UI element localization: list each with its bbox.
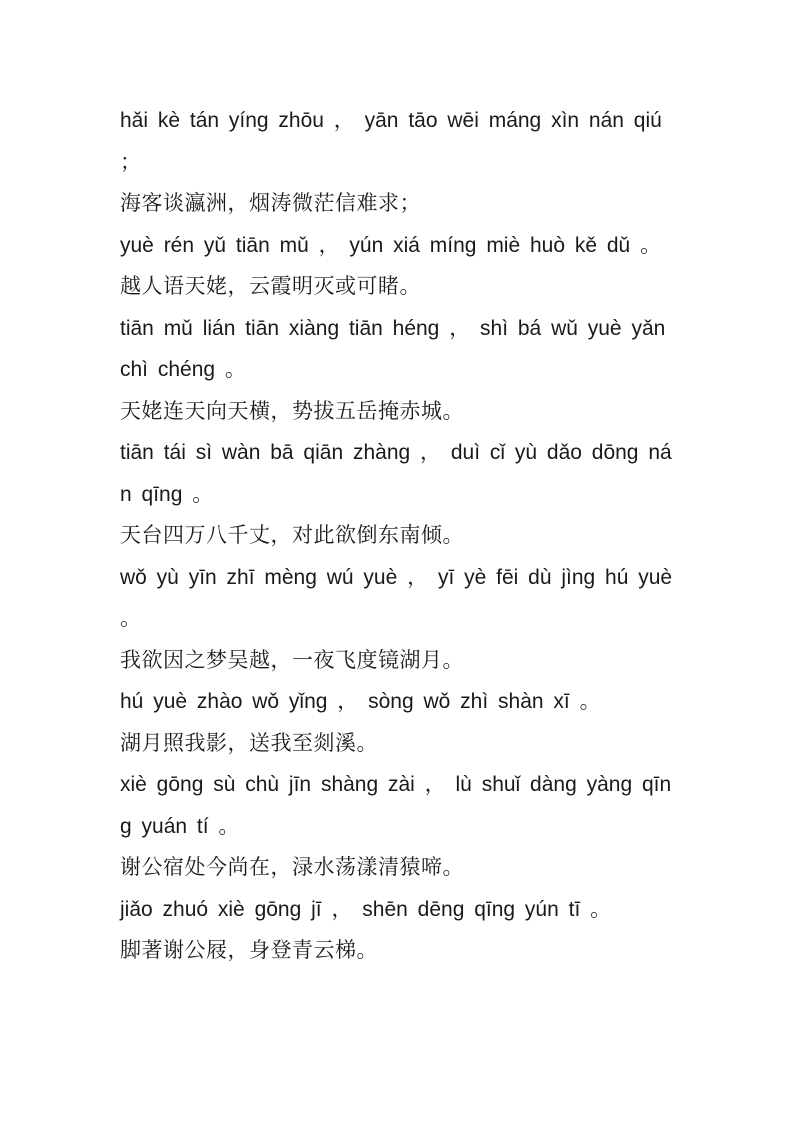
hanzi-line: 谢公宿处今尚在，渌水荡漾清猿啼。 bbox=[120, 855, 464, 879]
poem-body bbox=[120, 100, 680, 972]
poem-couplet-1 bbox=[120, 100, 680, 225]
hanzi-line: 我欲因之梦吴越，一夜飞度镜湖月。 bbox=[120, 647, 464, 672]
hanzi-line: 越人语天姥，云霞明灭或可睹。 bbox=[120, 274, 421, 298]
hanzi-line: 脚著谢公屐，身登青云梯。 bbox=[120, 938, 378, 962]
pinyin-line: hú yuè zhào wǒ yǐng ， sòng wǒ zhì shàn xī 。 bbox=[120, 690, 601, 713]
pinyin-line: tiān tái sì wàn bā qiān zhàng ， duì cǐ yù dǎo dōng nán qīng 。 bbox=[120, 441, 672, 506]
hanzi-line: 海客谈瀛洲，烟涛微茫信难求； bbox=[120, 191, 421, 215]
hanzi-line: 天台四万八千丈，对此欲倒东南倾。 bbox=[120, 523, 464, 547]
pinyin-line: jiǎo zhuó xiè gōng jī ， shēn dēng qīng yún tī 。 bbox=[120, 897, 612, 921]
poem-couplet-8 bbox=[120, 889, 680, 972]
pinyin-line: yuè rén yǔ tiān mǔ ， yún xiá míng miè huò kě dǔ 。 bbox=[120, 233, 662, 257]
poem-couplet-2 bbox=[120, 225, 680, 308]
pinyin-line: xiè gōng sù chù jīn shàng zài ， lù shuǐ dàng yàng qīng yuán tí 。 bbox=[120, 773, 672, 838]
pinyin-line: hǎi kè tán yíng zhōu ， yān tāo wēi máng xìn nán qiú ； bbox=[120, 109, 662, 174]
poem-couplet-5 bbox=[120, 557, 680, 682]
pinyin-line: wǒ yù yīn zhī mèng wú yuè ， yī yè fēi dù jìng hú yuè 。 bbox=[120, 565, 673, 630]
poem-couplet-7 bbox=[120, 764, 680, 889]
poem-couplet-3 bbox=[120, 308, 680, 433]
pinyin-line: tiān mǔ lián tiān xiàng tiān héng ， shì bá wǔ yuè yǎn chì chéng 。 bbox=[120, 316, 666, 381]
hanzi-line: 湖月照我影，送我至剡溪。 bbox=[120, 730, 378, 755]
hanzi-line: 天姥连天向天横，势拔五岳掩赤城。 bbox=[120, 398, 464, 423]
poem-couplet-6 bbox=[120, 681, 680, 764]
poem-couplet-4 bbox=[120, 432, 680, 557]
